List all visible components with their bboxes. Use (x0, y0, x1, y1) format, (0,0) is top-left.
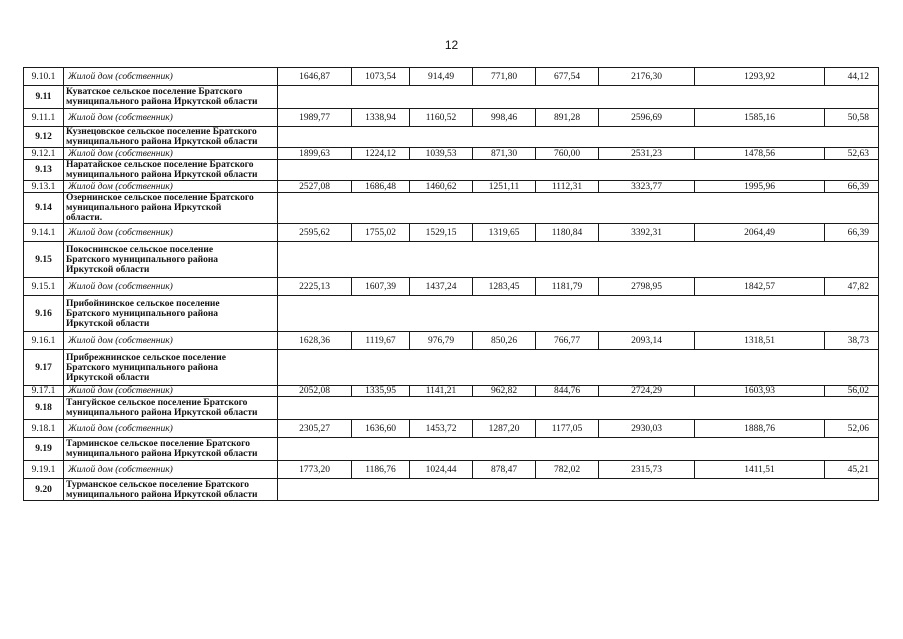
section-row (24, 86, 879, 109)
value-cell: 1453,72 (410, 420, 473, 438)
value-cell: 1112,31 (536, 181, 599, 193)
table-row (24, 148, 879, 160)
section-row (24, 350, 879, 386)
value-cell: 1899,63 (278, 148, 352, 160)
value-cell: 1024,44 (410, 461, 473, 479)
table-row (24, 181, 879, 193)
object-name: Жилой дом (собственник) (64, 461, 278, 479)
settlement-name-line: муниципального района Иркутской области (66, 449, 258, 459)
value-cell: 44,12 (825, 68, 879, 86)
value-cell: 66,39 (825, 181, 879, 193)
value-cell: 1529,15 (410, 224, 473, 242)
settlement-name-line: Иркутской области (66, 372, 150, 383)
value-cell: 2595,62 (278, 224, 352, 242)
row-code: 9.18.1 (24, 420, 64, 438)
value-cell: 2176,30 (599, 68, 695, 86)
empty-span-cell (278, 242, 879, 278)
value-cell: 771,80 (473, 68, 536, 86)
value-cell: 914,49 (410, 68, 473, 86)
value-cell: 878,47 (473, 461, 536, 479)
value-cell: 38,73 (825, 332, 879, 350)
value-cell: 1180,84 (536, 224, 599, 242)
value-cell: 2064,49 (695, 224, 825, 242)
value-cell: 1888,76 (695, 420, 825, 438)
value-cell: 2305,27 (278, 420, 352, 438)
value-cell: 52,06 (825, 420, 879, 438)
section-row (24, 296, 879, 332)
value-cell: 2531,23 (599, 148, 695, 160)
value-cell: 871,30 (473, 148, 536, 160)
settlement-name (64, 296, 278, 332)
section-row (24, 242, 879, 278)
object-name: Жилой дом (собственник) (64, 332, 278, 350)
value-cell: 782,02 (536, 461, 599, 479)
settlement-name-line: области. (66, 213, 103, 223)
section-row (24, 438, 879, 461)
row-code: 9.12.1 (24, 148, 64, 160)
value-cell: 66,39 (825, 224, 879, 242)
value-cell: 1287,20 (473, 420, 536, 438)
row-code: 9.11.1 (24, 109, 64, 127)
row-code: 9.17.1 (24, 386, 64, 397)
settlement-name-line: Наратайское сельское поселение Братского (66, 160, 254, 170)
settlement-name-line: Братского муниципального района (66, 254, 219, 265)
value-cell: 962,82 (473, 386, 536, 397)
settlement-name-line: Тарминское сельское поселение Братского (66, 439, 250, 449)
value-cell: 1686,48 (352, 181, 410, 193)
settlement-name-line: Турманское сельское поселение Братского (66, 479, 249, 490)
value-cell: 1636,60 (352, 420, 410, 438)
value-cell: 1995,96 (695, 181, 825, 193)
value-cell: 1177,05 (536, 420, 599, 438)
value-cell: 2527,08 (278, 181, 352, 193)
value-cell: 1603,93 (695, 386, 825, 397)
settlement-name-line: муниципального района Иркутской области (66, 137, 258, 147)
row-code: 9.10.1 (24, 68, 64, 86)
value-cell: 1628,36 (278, 332, 352, 350)
value-cell: 1319,65 (473, 224, 536, 242)
settlement-name (64, 397, 278, 420)
object-name: Жилой дом (собственник) (64, 148, 278, 160)
row-code: 9.16 (24, 296, 64, 332)
row-code: 9.14 (24, 193, 64, 224)
settlement-name (64, 127, 278, 148)
value-cell: 1773,20 (278, 461, 352, 479)
row-code: 9.13.1 (24, 181, 64, 193)
value-cell: 2798,95 (599, 278, 695, 296)
settlement-name (64, 242, 278, 278)
settlement-name (64, 86, 278, 109)
empty-span-cell (278, 86, 879, 109)
settlement-name-line: муниципального района Иркутской области (66, 97, 258, 107)
table-row (24, 278, 879, 296)
settlement-name-line: муниципального района Иркутской области (66, 489, 258, 500)
table-row (24, 386, 879, 397)
empty-span-cell (278, 438, 879, 461)
value-cell: 1039,53 (410, 148, 473, 160)
value-cell: 2315,73 (599, 461, 695, 479)
section-row (24, 193, 879, 224)
row-code: 9.13 (24, 160, 64, 181)
page-number: 12 (444, 38, 459, 52)
value-cell: 2225,13 (278, 278, 352, 296)
object-name: Жилой дом (собственник) (64, 420, 278, 438)
settlement-name (64, 193, 278, 224)
value-cell: 844,76 (536, 386, 599, 397)
value-cell: 891,28 (536, 109, 599, 127)
value-cell: 1186,76 (352, 461, 410, 479)
settlement-name-line: Покоснинское сельское поселение (66, 244, 214, 255)
table-row (24, 461, 879, 479)
value-cell: 1283,45 (473, 278, 536, 296)
value-cell: 998,46 (473, 109, 536, 127)
value-cell: 1437,24 (410, 278, 473, 296)
value-cell: 2093,14 (599, 332, 695, 350)
settlement-name (64, 479, 278, 501)
empty-span-cell (278, 479, 879, 501)
value-cell: 766,77 (536, 332, 599, 350)
value-cell: 1293,92 (695, 68, 825, 86)
value-cell: 1411,51 (695, 461, 825, 479)
settlement-name-line: Озернинское сельское поселение Братского (66, 193, 254, 203)
value-cell: 1224,12 (352, 148, 410, 160)
settlement-name (64, 350, 278, 386)
value-cell: 1119,67 (352, 332, 410, 350)
settlement-name-line: муниципального района Иркутской (66, 203, 222, 213)
tariff-table (23, 67, 879, 501)
settlement-name (64, 160, 278, 181)
value-cell: 976,79 (410, 332, 473, 350)
row-code: 9.14.1 (24, 224, 64, 242)
value-cell: 1141,21 (410, 386, 473, 397)
value-cell: 3323,77 (599, 181, 695, 193)
settlement-name-line: Иркутской области (66, 318, 150, 329)
value-cell: 850,26 (473, 332, 536, 350)
settlement-name-line: Прибойнинское сельское поселение (66, 298, 220, 309)
value-cell: 1607,39 (352, 278, 410, 296)
settlement-name-line: Кузнецовское сельское поселение Братского (66, 127, 257, 137)
settlement-name-line: Куватское сельское поселение Братского (66, 87, 243, 97)
row-code: 9.16.1 (24, 332, 64, 350)
value-cell: 1181,79 (536, 278, 599, 296)
settlement-name-line: Тангуйское сельское поселение Братского (66, 398, 248, 408)
value-cell: 1646,87 (278, 68, 352, 86)
value-cell: 47,82 (825, 278, 879, 296)
row-code: 9.11 (24, 86, 64, 109)
value-cell: 1478,56 (695, 148, 825, 160)
value-cell: 50,58 (825, 109, 879, 127)
settlement-name-line: Братского муниципального района (66, 308, 219, 319)
settlement-name-line: муниципального района Иркутской области (66, 170, 258, 180)
table-body (24, 68, 879, 501)
value-cell: 1755,02 (352, 224, 410, 242)
settlement-name-line: Братского муниципального района (66, 362, 219, 373)
object-name: Жилой дом (собственник) (64, 181, 278, 193)
row-code: 9.12 (24, 127, 64, 148)
value-cell: 1842,57 (695, 278, 825, 296)
settlement-name-line: Прибрежнинское сельское поселение (66, 352, 226, 363)
empty-span-cell (278, 127, 879, 148)
empty-span-cell (278, 397, 879, 420)
value-cell: 2724,29 (599, 386, 695, 397)
empty-span-cell (278, 160, 879, 181)
table-row (24, 68, 879, 86)
value-cell: 1160,52 (410, 109, 473, 127)
table-row (24, 224, 879, 242)
value-cell: 1585,16 (695, 109, 825, 127)
value-cell: 1318,51 (695, 332, 825, 350)
value-cell: 2052,08 (278, 386, 352, 397)
value-cell: 2596,69 (599, 109, 695, 127)
empty-span-cell (278, 350, 879, 386)
value-cell: 2930,03 (599, 420, 695, 438)
value-cell: 1073,54 (352, 68, 410, 86)
object-name: Жилой дом (собственник) (64, 278, 278, 296)
empty-span-cell (278, 193, 879, 224)
section-row (24, 397, 879, 420)
row-code: 9.19 (24, 438, 64, 461)
value-cell: 3392,31 (599, 224, 695, 242)
row-code: 9.18 (24, 397, 64, 420)
section-row (24, 479, 879, 501)
table-row (24, 332, 879, 350)
object-name: Жилой дом (собственник) (64, 109, 278, 127)
object-name: Жилой дом (собственник) (64, 68, 278, 86)
object-name: Жилой дом (собственник) (64, 386, 278, 397)
section-row (24, 160, 879, 181)
value-cell: 1460,62 (410, 181, 473, 193)
value-cell: 1251,11 (473, 181, 536, 193)
settlement-name-line: муниципального района Иркутской области (66, 408, 258, 418)
value-cell: 677,54 (536, 68, 599, 86)
table-row (24, 109, 879, 127)
value-cell: 52,63 (825, 148, 879, 160)
value-cell: 1335,95 (352, 386, 410, 397)
value-cell: 760,00 (536, 148, 599, 160)
row-code: 9.15.1 (24, 278, 64, 296)
row-code: 9.19.1 (24, 461, 64, 479)
value-cell: 56,02 (825, 386, 879, 397)
settlement-name-line: Иркутской области (66, 264, 150, 275)
value-cell: 1989,77 (278, 109, 352, 127)
row-code: 9.15 (24, 242, 64, 278)
section-row (24, 127, 879, 148)
value-cell: 45,21 (825, 461, 879, 479)
empty-span-cell (278, 296, 879, 332)
settlement-name (64, 438, 278, 461)
value-cell: 1338,94 (352, 109, 410, 127)
table-row (24, 420, 879, 438)
row-code: 9.20 (24, 479, 64, 501)
row-code: 9.17 (24, 350, 64, 386)
object-name: Жилой дом (собственник) (64, 224, 278, 242)
